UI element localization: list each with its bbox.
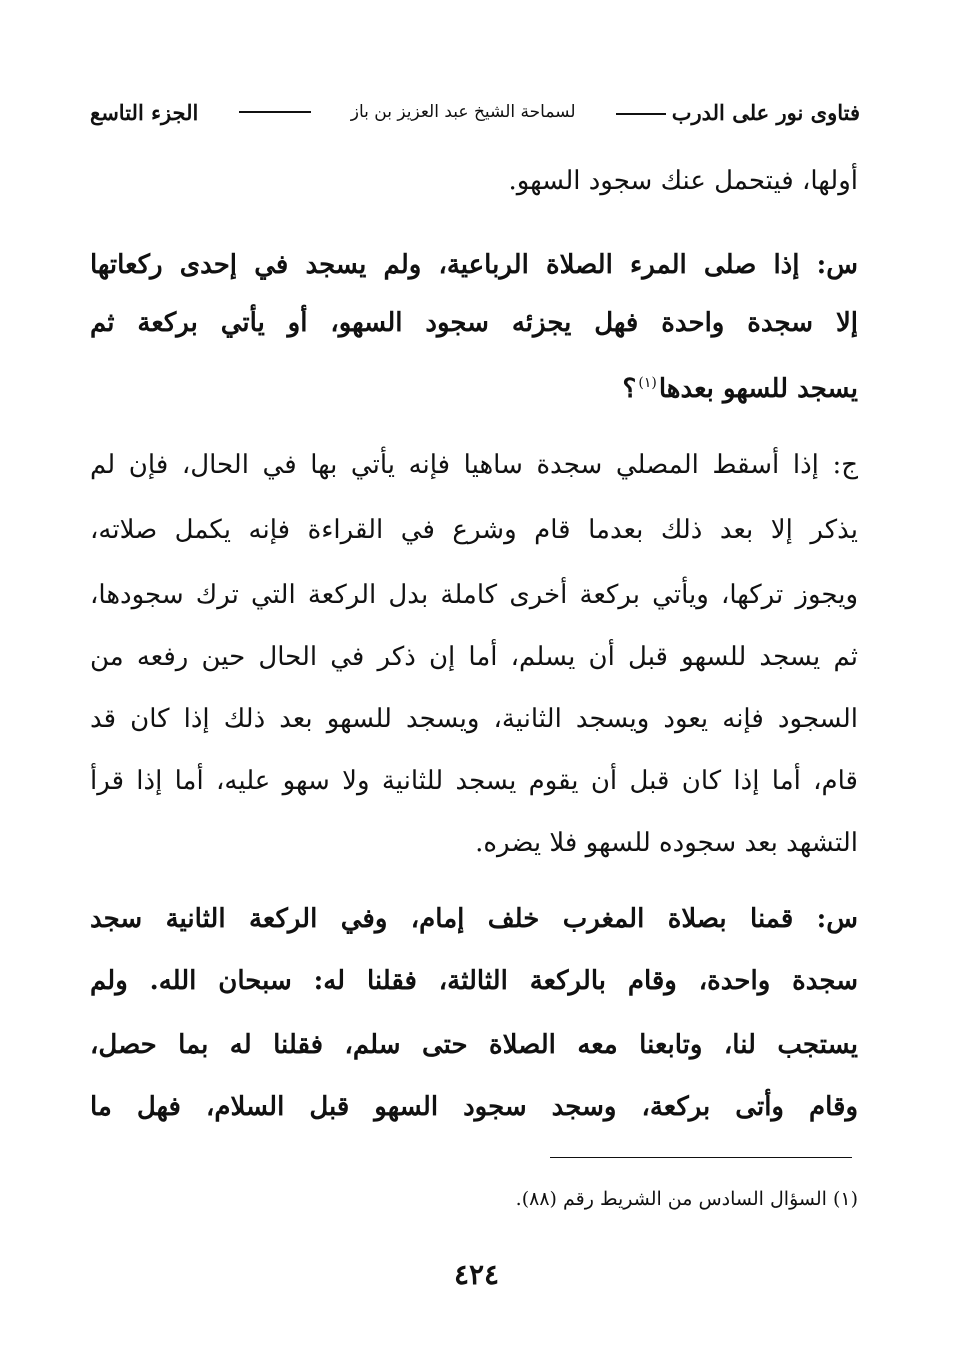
running-header (90, 92, 860, 132)
book-title-wrap (610, 100, 860, 125)
answer-1-line-3: ويجوز تركها، ويأتي بركعة أخرى كاملة بدل الركعة التي ترك سجودها، (90, 580, 858, 610)
answer-1-line-2: يذكر إلا بعد ذلك بعدما قام وشرع في القراءة فإنه يكمل صلاته، (90, 515, 858, 545)
continuation-line: أولها، فيتحمل عنك سجود السهو. (508, 166, 858, 196)
question-1-line-1: س: إذا صلى المرء الصلاة الرباعية، ولم يسجد في إحدى ركعاتها (90, 250, 858, 280)
volume-label: الجزء التاسع (90, 99, 199, 125)
question-2-line-4: وقام وأتى بركعة، وسجد سجود السهو قبل السلام، فهل ما (90, 1092, 858, 1122)
header-dash (616, 113, 666, 115)
question-2-line-2: سجدة واحدة، وقام بالركعة الثالثة، فقلنا له: سبحان الله. ولم (90, 966, 858, 996)
question-1-text-end: يسجد للسهو بعدها (658, 374, 858, 404)
book-title: فتاوى نور على الدرب (671, 99, 860, 125)
author-name: لسماحة الشيخ عبد العزيز بن باز (350, 102, 576, 122)
question-2-line-1: س: قمنا بصلاة المغرب خلف إمام، وفي الركعة الثانية سجد (90, 904, 858, 934)
footnote: (١) السؤال السادس من الشريط رقم (٨٨). (515, 1188, 858, 1210)
answer-1-line-1: ج: إذا أسقط المصلي سجدة ساهيا فإنه يأتي بها في الحال، فإن لم (90, 450, 858, 480)
answer-1-line-4: ثم يسجد للسهو قبل أن يسلم، أما إن ذكر في الحال حين رفعه من (90, 642, 858, 672)
question-1-line-3 (90, 358, 858, 408)
footnote-reference: (١) (638, 375, 657, 391)
question-1-line-2: إلا سجدة واحدة فهل يجزئه سجود السهو، أو يأتي بركعة ثم (90, 308, 858, 338)
answer-1-line-6: قام، أما إذا كان قبل أن يقوم يسجد للثانية ولا سهو عليه، أما إذا قرأ (90, 766, 858, 796)
question-2-line-3: يستجب لنا، وتابعنا معه الصلاة حتى سلم، فقلنا له بما حصل، (90, 1030, 858, 1060)
answer-1-line-7: التشهد بعد سجوده للسهو فلا يضره. (475, 828, 858, 858)
header-rule (239, 111, 311, 113)
question-mark: ؟ (622, 374, 637, 404)
page-number: ٤٢٤ (453, 1258, 500, 1291)
footnote-separator (550, 1157, 852, 1158)
answer-1-line-5: السجود فإنه يعود ويسجد الثانية، ويسجد للسهو بعد ذلك إذا كان قد (90, 704, 858, 734)
